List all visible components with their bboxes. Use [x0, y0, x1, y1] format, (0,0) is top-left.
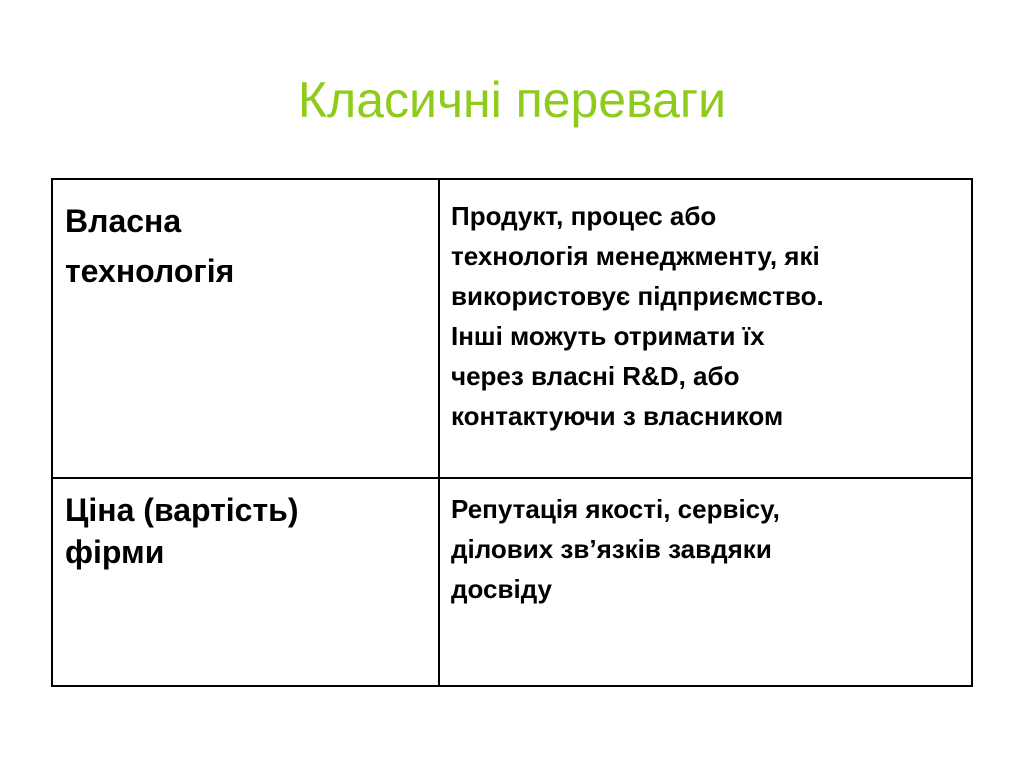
description-text: Продукт, процес або технологія менеджменту, які використовує підприємство. Інші можуть отримати їх через власні R&D, або контактуючи з власником — [451, 201, 824, 431]
advantages-table — [51, 178, 973, 687]
term-text: Ціна (вартість) фірми — [65, 492, 299, 570]
table-cell-description — [439, 478, 972, 686]
table-cell-description — [439, 179, 972, 478]
table-row — [52, 179, 972, 478]
table-cell-term — [52, 478, 439, 686]
table-cell-term — [52, 179, 439, 478]
table-row — [52, 478, 972, 686]
term-text: Власна технологія — [65, 203, 235, 289]
description-text: Репутація якості, сервісу, ділових зв’язків завдяки досвіду — [451, 494, 780, 604]
slide-title: Класичні переваги — [297, 72, 727, 128]
